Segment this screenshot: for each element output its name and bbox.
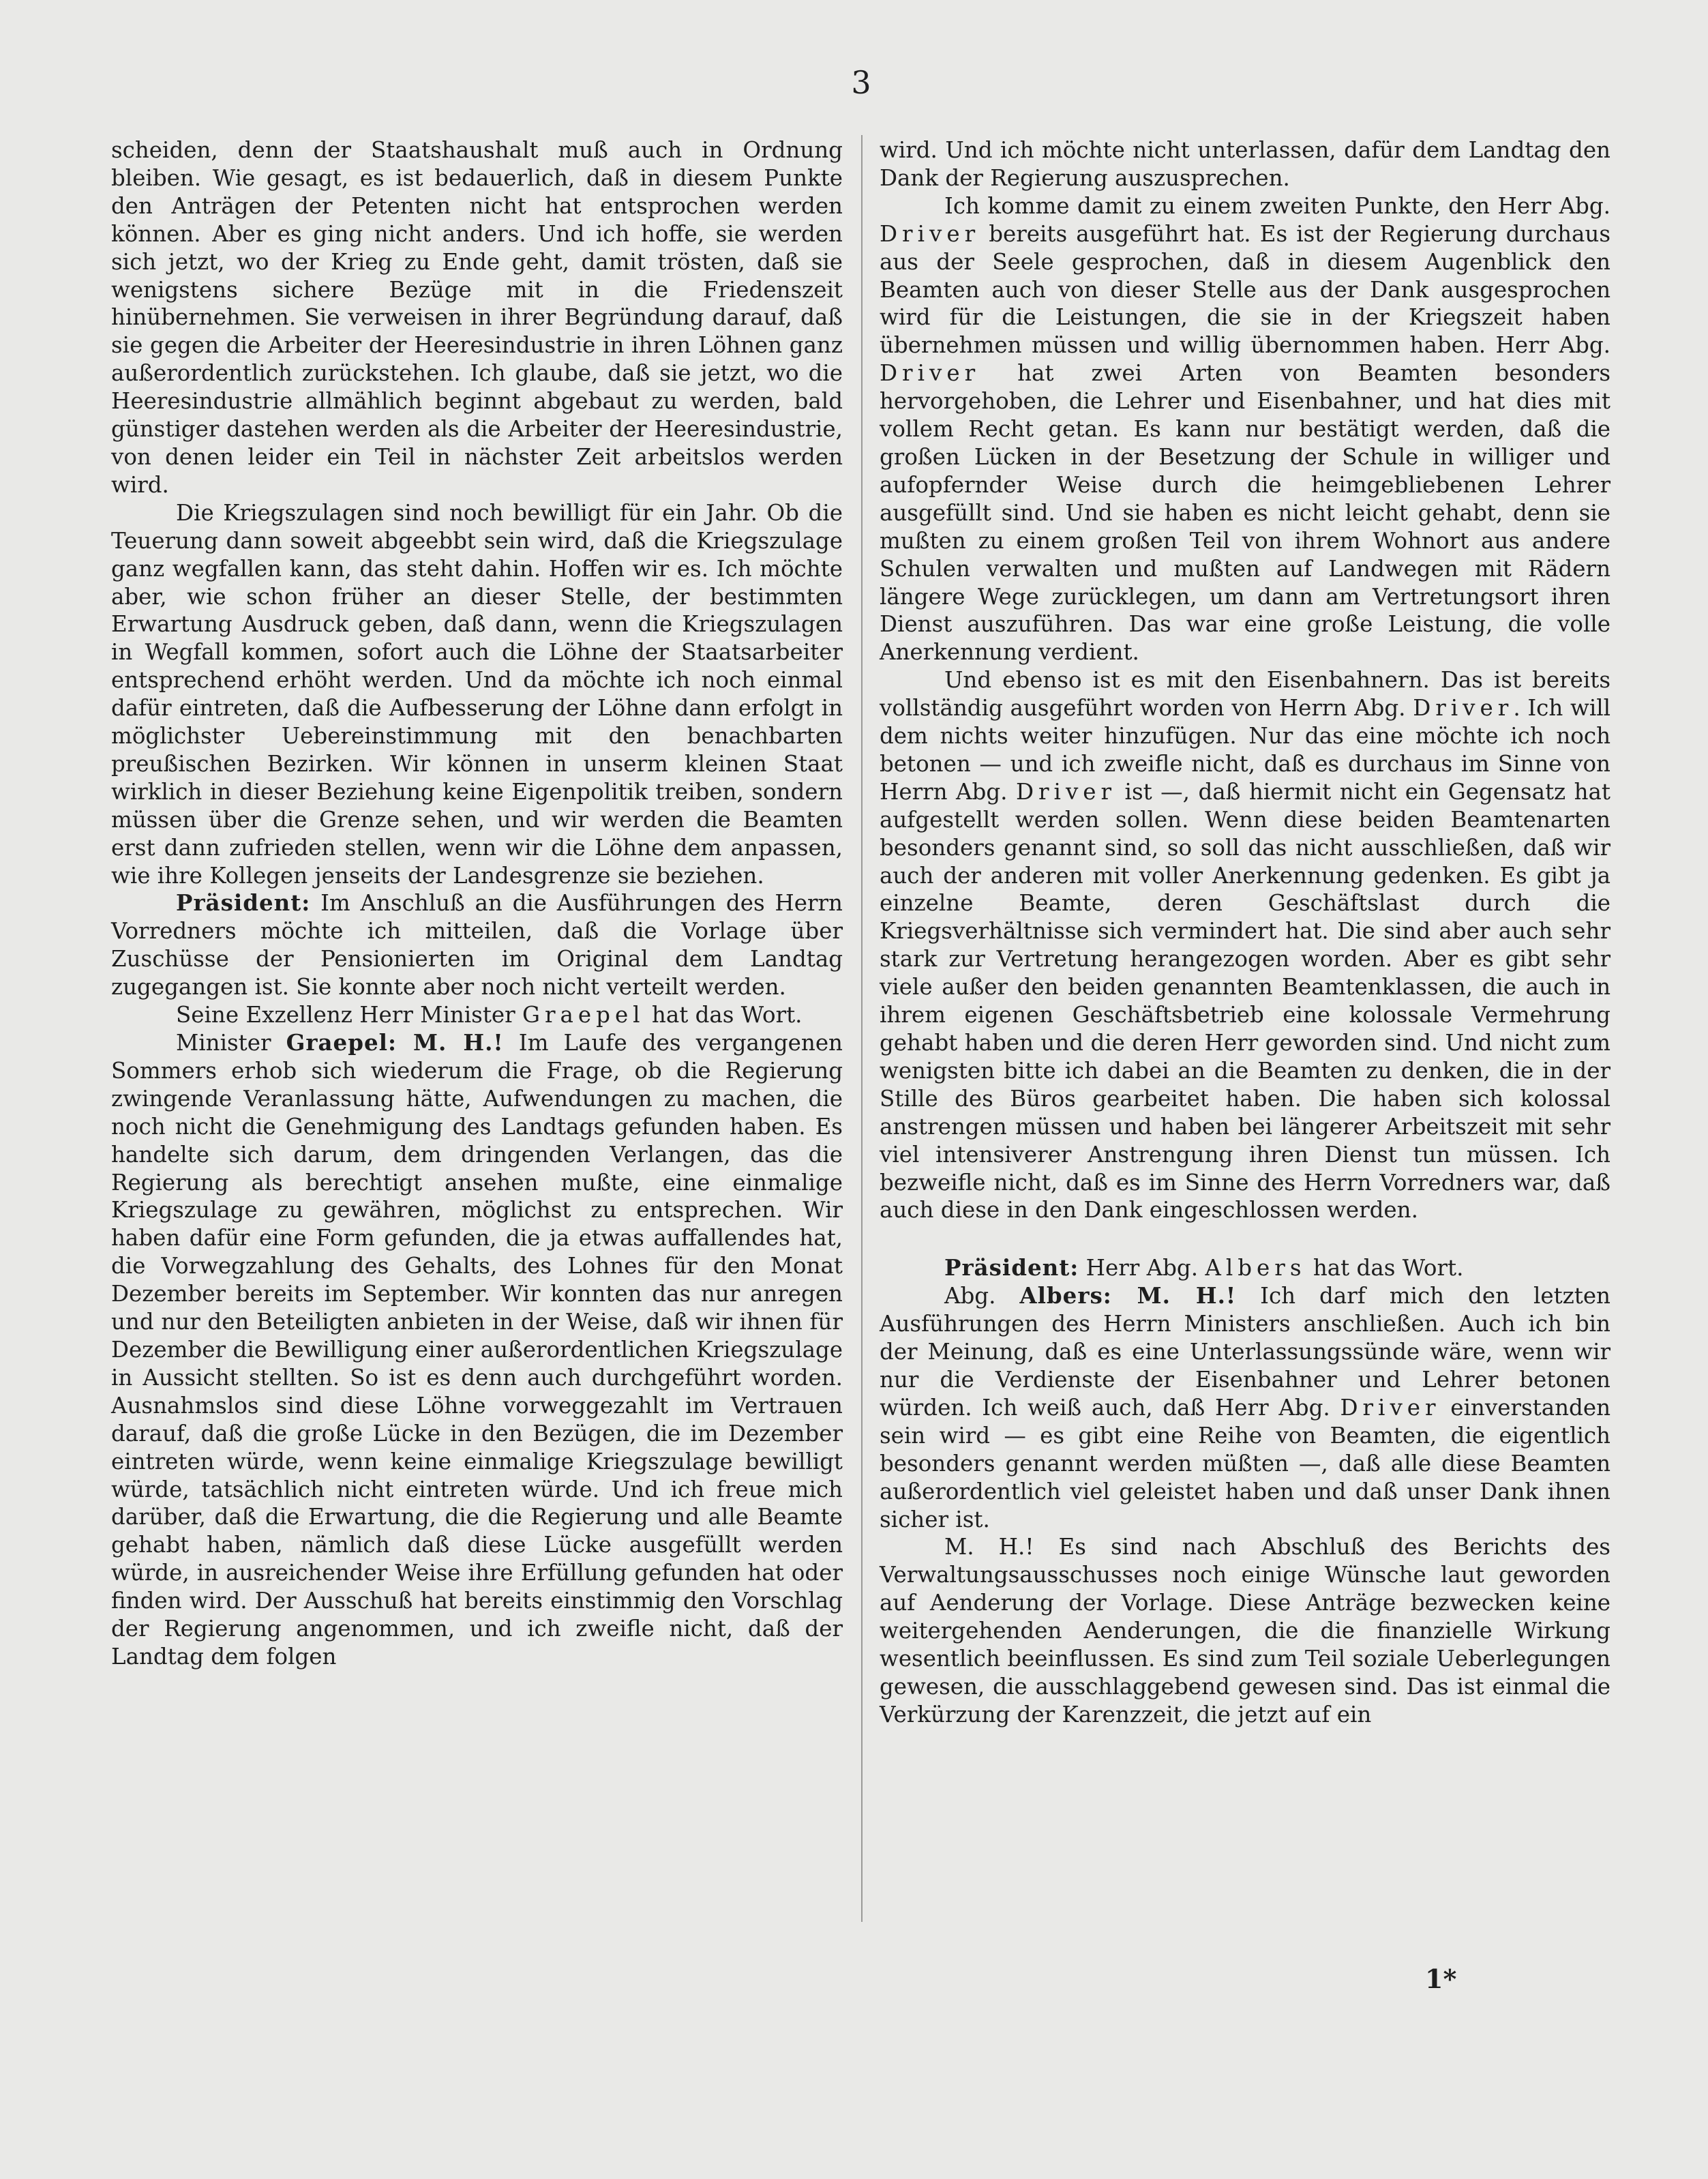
person-name: Driver: [880, 220, 980, 247]
person-name: Driver: [1413, 695, 1514, 722]
speaker-name: Präsident:: [944, 1254, 1079, 1281]
paragraph: [880, 1254, 1610, 1282]
paragraph-text: . Ich will dem nichts weiter hinzufügen. Nur das eine möchte ich noch betonen — und ich zweifle nicht, daß es durchaus im Sinne von Herrn Abg.: [880, 695, 1611, 805]
paragraph: Die Kriegszulagen sind noch bewilligt für ein Jahr. Ob die Teuerung dann soweit abgeebbt sein wird, daß die Kriegszulage ganz wegfallen kann, das steht dahin. Hoffen wir es. Ich möchte aber, wie schon früher an dieser Stelle, der bestimmten Erwartung Ausdruck geben, daß dann, wenn die Kriegszulagen in Wegfall kommen, sofort auch die Löhne der Staatsarbeiter entsprechend erhöht werden. Und da möchte ich noch einmal dafür eintreten, daß die Aufbesserung der Löhne dann erfolgt in möglichster Uebereinstimmung mit den benachbarten preußischen Bezirken. Wir können in unserm kleinen Staat wirklich in dieser Beziehung keine Eigenpolitik treiben, sondern müssen über die Grenze sehen, und wir werden die Beamten erst dann zufrieden stellen, wenn wir die Löhne dem anpassen, wie ihre Kollegen jenseits der Landesgrenze sie beziehen.: [111, 499, 843, 889]
paragraph: [880, 192, 1610, 666]
signature-mark: 1*: [1425, 1963, 1457, 1994]
person-name: Graepel: [522, 1002, 645, 1028]
person-name: Driver: [880, 360, 980, 387]
paragraph: [111, 1029, 843, 1671]
speaker-name: Graepel: M. H.!: [286, 1029, 504, 1056]
person-name: Albers: [1205, 1255, 1306, 1281]
paragraph-text: Herr Abg.: [1079, 1255, 1205, 1281]
person-name: Driver: [1015, 778, 1117, 805]
right-column: [880, 136, 1610, 1729]
speaker-name: Albers: M. H.!: [1019, 1282, 1237, 1309]
page-number: 3: [851, 64, 871, 101]
speaker-name: Präsident:: [176, 889, 311, 917]
paragraph-text: hat das Wort.: [644, 1002, 803, 1028]
paragraph: M. H.! Es sind nach Abschluß des Berichts des Verwaltungsausschusses noch einige Wünsche laut geworden auf Aenderung der Vorlage. Diese Anträge bezwecken keine weitergehenden Aenderungen, die die finanzielle Wirkung wesentlich beeinflussen. Es sind zum Teil soziale Ueberlegungen gewesen, die ausschlaggebend gewesen sind. Das ist einmal die Verkürzung der Karenzzeit, die jetzt auf ein: [880, 1534, 1610, 1728]
paragraph-text: ist —, daß hiermit nicht ein Gegensatz hat aufgestellt werden sollen. Wenn diese beiden Beamtenarten besonders genannt sind, so soll das nicht ausschließen, daß wir auch der anderen mit voller Anerkennung gedenken. Es gibt ja einzelne Beamte, deren Geschäftslast durch die Kriegsverhältnisse sich vermindert hat. Die sind aber auch sehr stark zur Vertretung herangezogen worden. Aber es gibt sehr viele außer den beiden genannten Beamtenklassen, die auch in ihrem eigenen Geschäftsbetrieb eine kolossale Vermehrung gehabt haben und die deren Herr geworden sind. Und nicht zum wenigsten bitte ich dabei an die Beamten zu denken, die in der Stille des Büros gearbeitet haben. Die haben sich kolossal anstrengen müssen und haben bei längerer Arbeitszeit mit sehr viel intensiverer Anstrengung ihren Dienst tun müssen. Ich bezweifle nicht, daß es im Sinne des Herrn Vorredners war, daß auch diese in den Dank eingeschlossen werden.: [880, 778, 1610, 1224]
paragraph-text: Minister: [176, 1030, 286, 1056]
paragraph-text: bereits ausgeführt hat. Es ist der Regierung durchaus aus der Seele gesprochen, daß in diesem Augenblick den Beamten auch von dieser Stelle aus der Dank ausgesprochen wird für die Leistungen, die sie in der Kriegszeit haben übernehmen müssen und willig übernommen haben. Herr Abg.: [880, 220, 1610, 359]
paragraph-text: Ich komme damit zu einem zweiten Punkte, den Herr Abg.: [944, 192, 1610, 219]
paragraph-text: Im Laufe des vergangenen Sommers erhob sich wiederum die Frage, ob die Regierung zwingende Veranlassung hätte, Aufwendungen zu machen, die noch nicht die Genehmigung des Landtags gefunden haben. Es handelte sich darum, dem dringenden Verlangen, das die Regierung als berechtigt ansehen mußte, eine einmalige Kriegszulage zu gewähren, möglichst zu entsprechen. Wir haben dafür eine Form gefunden, die ja etwas auffallendes hat, die Vorwegzahlung des Gehalts, des Lohnes für den Monat Dezember bereits im September. Wir konnten das nur anregen und nur den Beteiligten anbieten in der Weise, daß wir ihnen für Dezember die Bewilligung einer außerordentlichen Kriegszulage in Aussicht stellten. So ist es denn auch durchgeführt worden. Ausnahmslos sind diese Löhne vorweggezahlt im Vertrauen darauf, daß die große Lücke in den Bezügen, die im Dezember eintreten würde, wenn keine einmalige Kriegszulage bewilligt würde, tatsächlich nicht eintreten würde. Und ich freue mich darüber, daß die Erwartung, die die Regierung und alle Beamte gehabt haben, nämlich daß diese Lücke ausgefüllt werden würde, in ausreichender Weise ihre Erfüllung gefunden hat oder finden wird. Der Ausschuß hat bereits einstimmig den Vorschlag der Regierung angenommen, und ich zweifle nicht, daß der Landtag dem folgen: [111, 1030, 843, 1670]
paragraph: [111, 1001, 843, 1029]
paragraph-text: Abg.: [944, 1283, 1020, 1309]
paragraph-text: Seine Exzellenz Herr Minister: [176, 1002, 523, 1028]
paragraph: wird. Und ich möchte nicht unterlassen, dafür dem Landtag den Dank der Regierung auszusprechen.: [880, 137, 1610, 191]
paragraph-text: hat zwei Arten von Beamten besonders hervorgehoben, die Lehrer und Eisenbahner, und hat dies mit vollem Recht getan. Es kann nur bestätigt werden, daß die großen Lücken in der Besetzung der Schule in williger und aufopfernder Weise durch die heimgebliebenen Lehrer ausgefüllt sind. Und sie haben es nicht leicht gehabt, denn sie mußten zu einem großen Teil von ihrem Wohnort aus andere Schulen verwalten und mußten auf Landwegen mit Rädern längere Wege zurücklegen, um dann am Vertretungsort ihren Dienst auszuführen. Das war eine große Leistung, die volle Anerkennung verdient.: [880, 360, 1610, 666]
left-column: [111, 136, 843, 1671]
column-divider: [861, 135, 863, 1922]
paragraph-text: Und ebenso ist es mit den Eisenbahnern. Das ist bereits vollständig ausgeführt worden von Herrn Abg.: [880, 667, 1610, 722]
paragraph: scheiden, denn der Staatshaushalt muß auch in Ordnung bleiben. Wie gesagt, es ist bedauerlich, daß in diesem Punkte den Anträgen der Petenten nicht hat entsprochen werden können. Aber es ging nicht anders. Und ich hoffe, sie werden sich jetzt, wo der Krieg zu Ende geht, damit trösten, daß sie wenigstens sichere Bezüge mit in die Friedenszeit hinübernehmen. Sie verweisen in ihrer Begründung darauf, daß sie gegen die Arbeiter der Heeresindustrie in ihren Löhnen ganz außerordentlich zurückstehen. Ich glaube, daß sie jetzt, wo die Heeresindustrie allmählich beginnt abgebaut zu werden, bald günstiger dastehen werden als die Arbeiter der Heeresindustrie, von denen leider ein Teil in nächster Zeit arbeitslos werden wird.: [111, 137, 843, 498]
paragraph: [880, 1282, 1610, 1533]
paragraph-text: Im Anschluß an die Ausführungen des Herrn Vorredners möchte ich mitteilen, daß die Vorlage über Zuschüsse der Pensionierten im Original dem Landtag zugegangen ist. Sie konnte aber noch nicht verteilt werden.: [111, 890, 843, 1000]
paragraph: [111, 889, 843, 1001]
person-name: Driver: [1340, 1394, 1441, 1421]
paragraph-text: hat das Wort.: [1306, 1255, 1464, 1281]
paragraph: [880, 666, 1610, 1224]
paragraph-text: einverstanden sein wird — es gibt eine Reihe von Beamten, die eigentlich besonders genannt werden müßten —, daß alle diese Beamten außerordentlich viel geleistet haben und daß unser Dank ihnen sicher ist.: [880, 1394, 1610, 1532]
paragraph-text: Ich darf mich den letzten Ausführungen des Herrn Ministers anschließen. Auch ich bin der Meinung, daß es eine Unterlassungssünde wäre, wenn wir nur die Verdienste der Eisenbahner und Lehrer betonen würden. Ich weiß auch, daß Herr Abg.: [880, 1283, 1610, 1421]
